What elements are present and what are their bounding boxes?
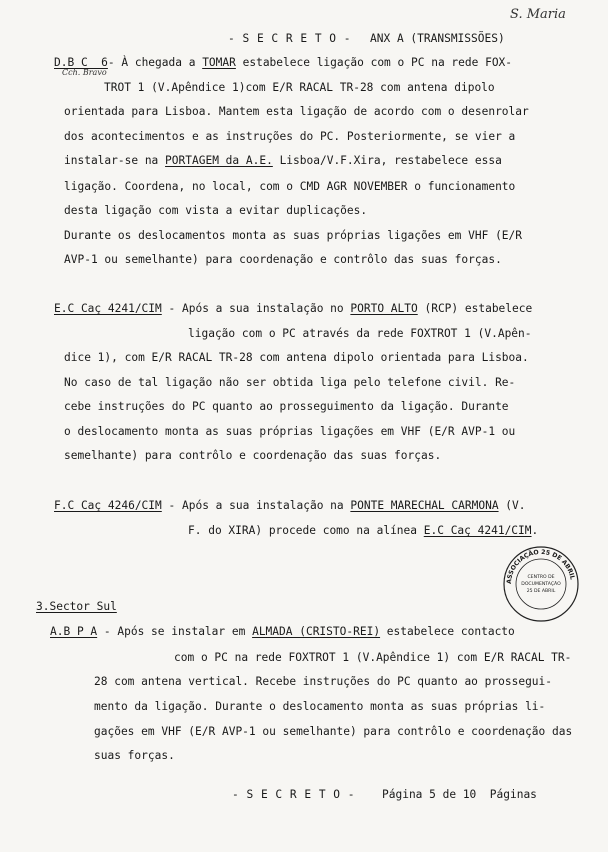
fc4246-paragraph-line-1: F.C Caç 4246/CIM - Após a sua instalação na PONTE MARECHAL CARMONA (V. — [54, 499, 526, 512]
sector-sul-heading: 3.Sector Sul — [36, 600, 117, 613]
stamp-line-2: DOCUMENTAÇÃO — [521, 582, 561, 587]
portagem-place: PORTAGEM da A.E. — [165, 154, 273, 167]
ec4241-line: dice 1), com E/R RACAL TR-28 com antena dipolo orientada para Lisboa. — [64, 351, 529, 364]
dbc-line: ligação. Coordena, no local, com o CMD AGR NOVEMBER o funcionamento — [64, 180, 516, 193]
dbc-code: D.B C 6 — [54, 56, 108, 69]
header-annex: ANX A (TRANSMISSÕES) — [370, 32, 505, 45]
dbc-paragraph-line-1: D.B C 6- À chegada a TOMAR estabelece ligação com o PC na rede FOX- — [54, 56, 513, 69]
handwritten-corner-note: S. Maria — [510, 7, 566, 22]
footer-page-number: Página 5 de 10 Páginas — [382, 788, 537, 801]
bpa-line: gações em VHF (E/R AVP-1 ou semelhante) para contrôlo e coordenação das — [94, 725, 573, 738]
dbc-handwritten-note: Cch. Bravo — [62, 68, 107, 77]
bpa-code: A.B P A — [50, 625, 98, 638]
ec4241-line: No caso de tal ligação não ser obtida liga pelo telefone civil. Re- — [64, 376, 516, 389]
dbc-line: AVP-1 ou semelhante) para coordenação e contrôlo das suas forças. — [64, 253, 502, 266]
ec4241-paragraph-line-1: E.C Caç 4241/CIM - Após a sua instalação no PORTO ALTO (RCP) estabelece — [54, 302, 533, 315]
dbc-line: dos acontecimentos e as instruções do PC. Posteriormente, se vier a — [64, 130, 516, 143]
archive-stamp — [502, 545, 580, 623]
footer-secreto: - S E C R E T O - — [232, 788, 356, 801]
dbc-line: Durante os deslocamentos monta as suas próprias ligações em VHF (E/R — [64, 229, 523, 242]
header-secreto: - S E C R E T O - — [228, 32, 352, 45]
ec4241-reference: E.C Caç 4241/CIM — [423, 524, 532, 537]
dbc-line: desta ligação com vista a evitar duplicações. — [64, 204, 368, 217]
tomar-place: TOMAR — [202, 56, 236, 69]
dbc-paragraph-line-5: instalar-se na PORTAGEM da A.E. Lisboa/V.F.Xira, restabelece essa — [64, 154, 502, 167]
dbc-line: TROT 1 (V.Apêndice 1)com E/R RACAL TR-28 com antena dipolo — [104, 81, 495, 94]
ec4241-code: E.C Caç 4241/CIM — [54, 302, 162, 315]
fc4246-code: F.C Caç 4246/CIM — [54, 499, 162, 512]
bpa-line: 28 com antena vertical. Recebe instruções do PC quanto ao prossegui- — [94, 675, 553, 688]
ec4241-line: semelhante) para contrôlo e coordenação das suas forças. — [64, 449, 442, 462]
stamp-line-3: 25 DE ABRIL — [526, 589, 556, 594]
porto-alto-place: PORTO ALTO — [350, 302, 418, 315]
ponte-marechal-carmona-place: PONTE MARECHAL CARMONA — [350, 499, 499, 512]
bpa-line: com o PC na rede FOXTROT 1 (V.Apêndice 1) com E/R RACAL TR- — [174, 651, 572, 664]
bpa-line: mento da ligação. Durante o deslocamento monta as suas próprias li- — [94, 700, 546, 713]
dbc-line: orientada para Lisboa. Mantem esta ligação de acordo com o desenrolar — [64, 105, 529, 118]
bpa-line: suas forças. — [94, 749, 175, 762]
bpa-paragraph-line-1: A.B P A - Após se instalar em ALMADA (CRISTO-REI) estabelece contacto — [50, 625, 515, 638]
ec4241-line: cebe instruções do PC quanto ao prosseguimento da ligação. Durante — [64, 400, 509, 413]
stamp-line-1: CENTRO DE — [527, 575, 555, 580]
fc4246-paragraph-line-2: F. do XIRA) procede como na alínea E.C Caç 4241/CIM. — [188, 524, 539, 537]
almada-place: ALMADA (CRISTO-REI) — [252, 625, 381, 638]
ec4241-line: ligação com o PC através da rede FOXTROT 1 (V.Apên- — [188, 327, 532, 340]
stamp-ring-text: ASSOCIAÇÃO 25 DE ABRIL — [505, 548, 576, 585]
ec4241-line: o deslocamento monta as suas próprias ligações em VHF (E/R AVP-1 ou — [64, 425, 516, 438]
